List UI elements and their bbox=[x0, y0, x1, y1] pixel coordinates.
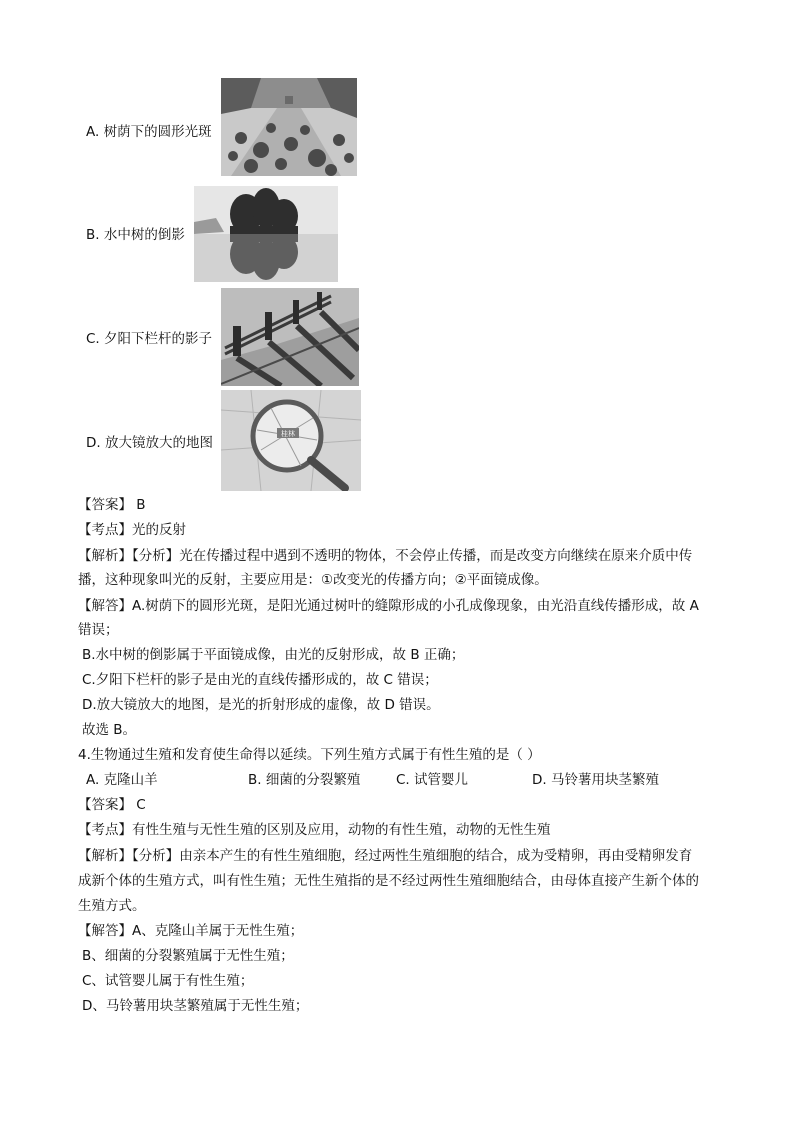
q4-solution-d: D、马铃薯用块茎繁殖属于无性生殖； bbox=[82, 998, 309, 1014]
option-d-label: D. 放大镜放大的地图 bbox=[86, 435, 213, 451]
q4-answer: 【答案】 C bbox=[78, 797, 146, 813]
q4-solution-c: C、试管婴儿属于有性生殖； bbox=[82, 973, 254, 989]
option-c-label: C. 夕阳下栏杆的影子 bbox=[86, 331, 213, 347]
option-a-label: A. 树荫下的圆形光斑 bbox=[86, 124, 212, 140]
q3-solution-d: D.放大镜放大的地图，是光的折射形成的虚像，故 D 错误。 bbox=[82, 697, 440, 713]
q3-solution-line-2: 错误； bbox=[78, 622, 119, 638]
q4-solution-b: B、细菌的分裂繁殖属于无性生殖； bbox=[82, 948, 294, 964]
q3-analysis-line-1: 【解析】【分析】光在传播过程中遇到不透明的物体，不会停止传播，而是改变方向继续在原来介质中传 bbox=[78, 548, 693, 564]
q4-choice-b: B. 细菌的分裂繁殖 bbox=[248, 772, 361, 788]
map-city-label: 桂林 bbox=[281, 430, 295, 438]
q3-solution-b: B.水中树的倒影属于平面镜成像，由光的反射形成，故 B 正确； bbox=[82, 647, 465, 663]
q3-topic: 【考点】光的反射 bbox=[78, 522, 186, 538]
q4-choice-d: D. 马铃薯用块茎繁殖 bbox=[532, 772, 659, 788]
q4-choice-c: C. 试管婴儿 bbox=[396, 772, 469, 788]
q4-analysis-line-2: 成新个体的生殖方式，叫有性生殖；无性生殖指的是不经过两性生殖细胞结合，由母体直接产生新个体的 bbox=[78, 873, 699, 889]
tree-shade-photo-icon bbox=[221, 78, 357, 176]
q3-conclusion: 故选 B。 bbox=[82, 722, 137, 738]
railing-shadow-photo-icon bbox=[221, 288, 359, 386]
option-b-label: B. 水中树的倒影 bbox=[86, 227, 185, 243]
tree-reflection-photo-icon bbox=[194, 186, 338, 282]
q3-solution-c: C.夕阳下栏杆的影子是由光的直线传播形成的，故 C 错误； bbox=[82, 672, 438, 688]
q4-analysis-line-3: 生殖方式。 bbox=[78, 898, 146, 914]
q4-topic: 【考点】有性生殖与无性生殖的区别及应用，动物的有性生殖，动物的无性生殖 bbox=[78, 822, 551, 838]
q4-choices bbox=[86, 770, 706, 790]
q4-question: 4.生物通过生殖和发育使生命得以延续。下列生殖方式属于有性生殖的是（ ） bbox=[78, 747, 541, 763]
q3-solution-line-1: 【解答】A.树荫下的圆形光斑，是阳光通过树叶的缝隙形成的小孔成像现象，由光沿直线传播形成，故 A bbox=[78, 598, 699, 614]
q3-answer: 【答案】 B bbox=[78, 497, 146, 513]
q4-choice-a: A. 克隆山羊 bbox=[86, 772, 158, 788]
q4-solution-a: 【解答】A、克隆山羊属于无性生殖； bbox=[78, 923, 304, 939]
q3-analysis-line-2: 播，这种现象叫光的反射，主要应用是：①改变光的传播方向；②平面镜成像。 bbox=[78, 572, 548, 588]
magnifier-map-photo-icon bbox=[221, 390, 361, 491]
q4-analysis-line-1: 【解析】【分析】由亲本产生的有性生殖细胞，经过两性生殖细胞的结合，成为受精卵，再由受精卵发育 bbox=[78, 848, 693, 864]
